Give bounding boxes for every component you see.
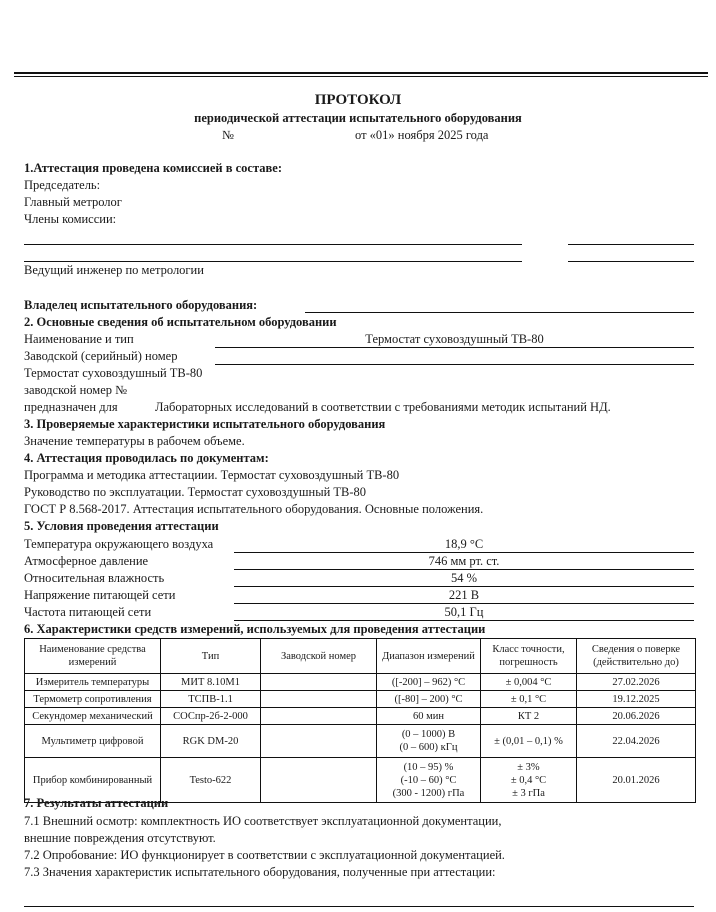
purpose-value: Лабораторных исследований в соответствии с требованиями методик испытаний НД. xyxy=(155,400,611,414)
cell-name: Секундомер механический xyxy=(25,708,161,725)
cell-range: ([-200] – 962) °С xyxy=(377,674,481,691)
column-header: Сведения о поверке (действительно до) xyxy=(577,639,696,674)
range-line: (0 – 1000) В xyxy=(401,729,456,740)
cell-name: Прибор комбинированный xyxy=(25,758,161,803)
section3-heading: 3. Проверяемые характеристики испытательного оборудования xyxy=(24,417,386,431)
owner-label: Владелец испытательного оборудования: xyxy=(24,298,258,312)
column-header: Тип xyxy=(161,639,261,674)
section6-heading: 6. Характеристики средств измерений, используемых для проведения аттестации xyxy=(24,622,486,636)
document-item: ГОСТ Р 8.568-2017. Аттестация испытательного оборудования. Основные положения. xyxy=(24,502,484,516)
condition-label-temperature: Температура окружающего воздуха xyxy=(24,537,214,551)
protocol-date: от «01» ноября 2025 года xyxy=(355,128,489,142)
results-field-line[interactable] xyxy=(24,906,694,907)
column-header: Заводской номер xyxy=(261,639,377,674)
condition-value-pressure: 746 мм рт. ст. xyxy=(428,554,500,568)
condition-label-pressure: Атмосферное давление xyxy=(24,554,149,568)
table-row xyxy=(25,674,696,691)
header-rule-thin xyxy=(14,76,708,77)
lead-engineer-label: Ведущий инженер по метрологии xyxy=(24,263,204,277)
serial-label: Заводской (серийный) номер xyxy=(24,349,178,363)
chief-metrologist-label: Главный метролог xyxy=(24,195,122,209)
section2-heading: 2. Основные сведения об испытательном оборудовании xyxy=(24,315,337,329)
table-row xyxy=(25,691,696,708)
cell-type: ТСПВ-1.1 xyxy=(161,691,261,708)
cell-range xyxy=(377,758,481,803)
result-line: внешние повреждения отсутствуют. xyxy=(24,831,216,845)
result-line: 7.3 Значения характеристик испытательного оборудования, полученные при аттестации: xyxy=(24,865,496,879)
condition-value-frequency: 50,1 Гц xyxy=(444,605,484,619)
cell-name: Термометр сопротивления xyxy=(25,691,161,708)
cell-verification: 20.06.2026 xyxy=(577,708,696,725)
name-type-line xyxy=(215,347,694,348)
section7-heading: 7. Результаты аттестации xyxy=(24,796,169,810)
member-signature-line-1[interactable] xyxy=(568,244,694,245)
condition-line xyxy=(234,603,694,604)
range-line: (-10 – 60) °С xyxy=(400,774,457,786)
condition-label-voltage: Напряжение питающей сети xyxy=(24,588,176,602)
document-item: Программа и методика аттестациии. Термостат суховоздушный ТВ-80 xyxy=(24,468,400,482)
table-row xyxy=(25,725,696,758)
condition-line xyxy=(234,620,694,621)
section4-heading: 4. Аттестация проводилась по документам: xyxy=(24,451,269,465)
cell-accuracy: ± (0,01 – 0,1) % xyxy=(481,725,577,758)
accuracy-line: ± 0,4 °С xyxy=(510,774,547,786)
cell-name: Мультиметр цифровой xyxy=(25,725,161,758)
range-line: (300 - 1200) гПа xyxy=(392,787,465,799)
serial-number-line: заводской номер № xyxy=(24,383,128,397)
column-header: Класс точности, погрешность xyxy=(481,639,577,674)
section1-heading: 1.Аттестация проведена комиссией в составе: xyxy=(24,161,282,175)
condition-line xyxy=(234,569,694,570)
measuring-instruments-table xyxy=(24,638,696,803)
cell-range xyxy=(377,725,481,758)
accuracy-line: ± 3% xyxy=(517,761,540,773)
cell-serial[interactable] xyxy=(261,758,377,803)
cell-serial[interactable] xyxy=(261,691,377,708)
cell-serial[interactable] xyxy=(261,708,377,725)
range-line: (0 – 600) кГц xyxy=(399,742,458,753)
range-line: (10 – 95) % xyxy=(403,761,454,773)
condition-line xyxy=(234,552,694,553)
cell-range: 60 мин xyxy=(377,708,481,725)
member-name-line-1[interactable] xyxy=(24,244,522,245)
condition-line xyxy=(234,586,694,587)
cell-serial[interactable] xyxy=(261,674,377,691)
cell-verification: 19.12.2025 xyxy=(577,691,696,708)
serial-field-line[interactable] xyxy=(215,364,694,365)
cell-name: Измеритель температуры xyxy=(25,674,161,691)
condition-label-humidity: Относительная влажность xyxy=(24,571,165,585)
condition-value-voltage: 221 В xyxy=(448,588,480,602)
document-item: Руководство по эксплуатации. Термостат суховоздушный ТВ-80 xyxy=(24,485,367,499)
cell-verification: 22.04.2026 xyxy=(577,725,696,758)
document-title: ПРОТОКОЛ xyxy=(314,92,402,108)
cell-accuracy xyxy=(481,758,577,803)
chairman-label: Председатель: xyxy=(24,178,101,192)
table-header-row xyxy=(25,639,696,674)
accuracy-line: ± 3 гПа xyxy=(512,787,545,799)
owner-field-line[interactable] xyxy=(305,312,694,313)
cell-type: Testo-622 xyxy=(161,758,261,803)
cell-type: МИТ 8.10М1 xyxy=(161,674,261,691)
cell-type: RGK DM-20 xyxy=(161,725,261,758)
cell-type: СОСпр-2б-2-000 xyxy=(161,708,261,725)
cell-serial[interactable] xyxy=(261,725,377,758)
section5-heading: 5. Условия проведения аттестации xyxy=(24,519,219,533)
device-name-line: Термостат суховоздушный ТВ-80 xyxy=(24,366,203,380)
column-header: Диапазон измерений xyxy=(377,639,481,674)
members-label: Члены комиссии: xyxy=(24,212,117,226)
column-header: Наименование средства измерений xyxy=(25,639,161,674)
cell-verification: 27.02.2026 xyxy=(577,674,696,691)
document-subtitle: периодической аттестации испытательного оборудования xyxy=(194,111,522,125)
header-rule-thick xyxy=(14,72,708,74)
purpose-label: предназначен для xyxy=(24,400,118,414)
cell-verification: 20.01.2026 xyxy=(577,758,696,803)
condition-value-temperature: 18,9 °С xyxy=(444,537,484,551)
cell-accuracy: КТ 2 xyxy=(481,708,577,725)
condition-label-frequency: Частота питающей сети xyxy=(24,605,152,619)
table-row xyxy=(25,708,696,725)
name-type-label: Наименование и тип xyxy=(24,332,134,346)
result-line: 7.2 Опробование: ИО функционирует в соответствии с эксплуатационной документацией. xyxy=(24,848,505,862)
member-name-line-2[interactable] xyxy=(24,261,522,262)
result-line: 7.1 Внешний осмотр: комплектность ИО соответствует эксплуатационной документации, xyxy=(24,814,502,828)
member-signature-line-2[interactable] xyxy=(568,261,694,262)
name-type-value: Термостат суховоздушный ТВ-80 xyxy=(365,332,544,346)
number-label: № xyxy=(222,128,234,142)
cell-range: ([-80] – 200) °С xyxy=(377,691,481,708)
section3-text: Значение температуры в рабочем объеме. xyxy=(24,434,245,448)
cell-accuracy: ± 0,004 °С xyxy=(481,674,577,691)
cell-accuracy: ± 0,1 °С xyxy=(481,691,577,708)
condition-value-humidity: 54 % xyxy=(450,571,478,585)
